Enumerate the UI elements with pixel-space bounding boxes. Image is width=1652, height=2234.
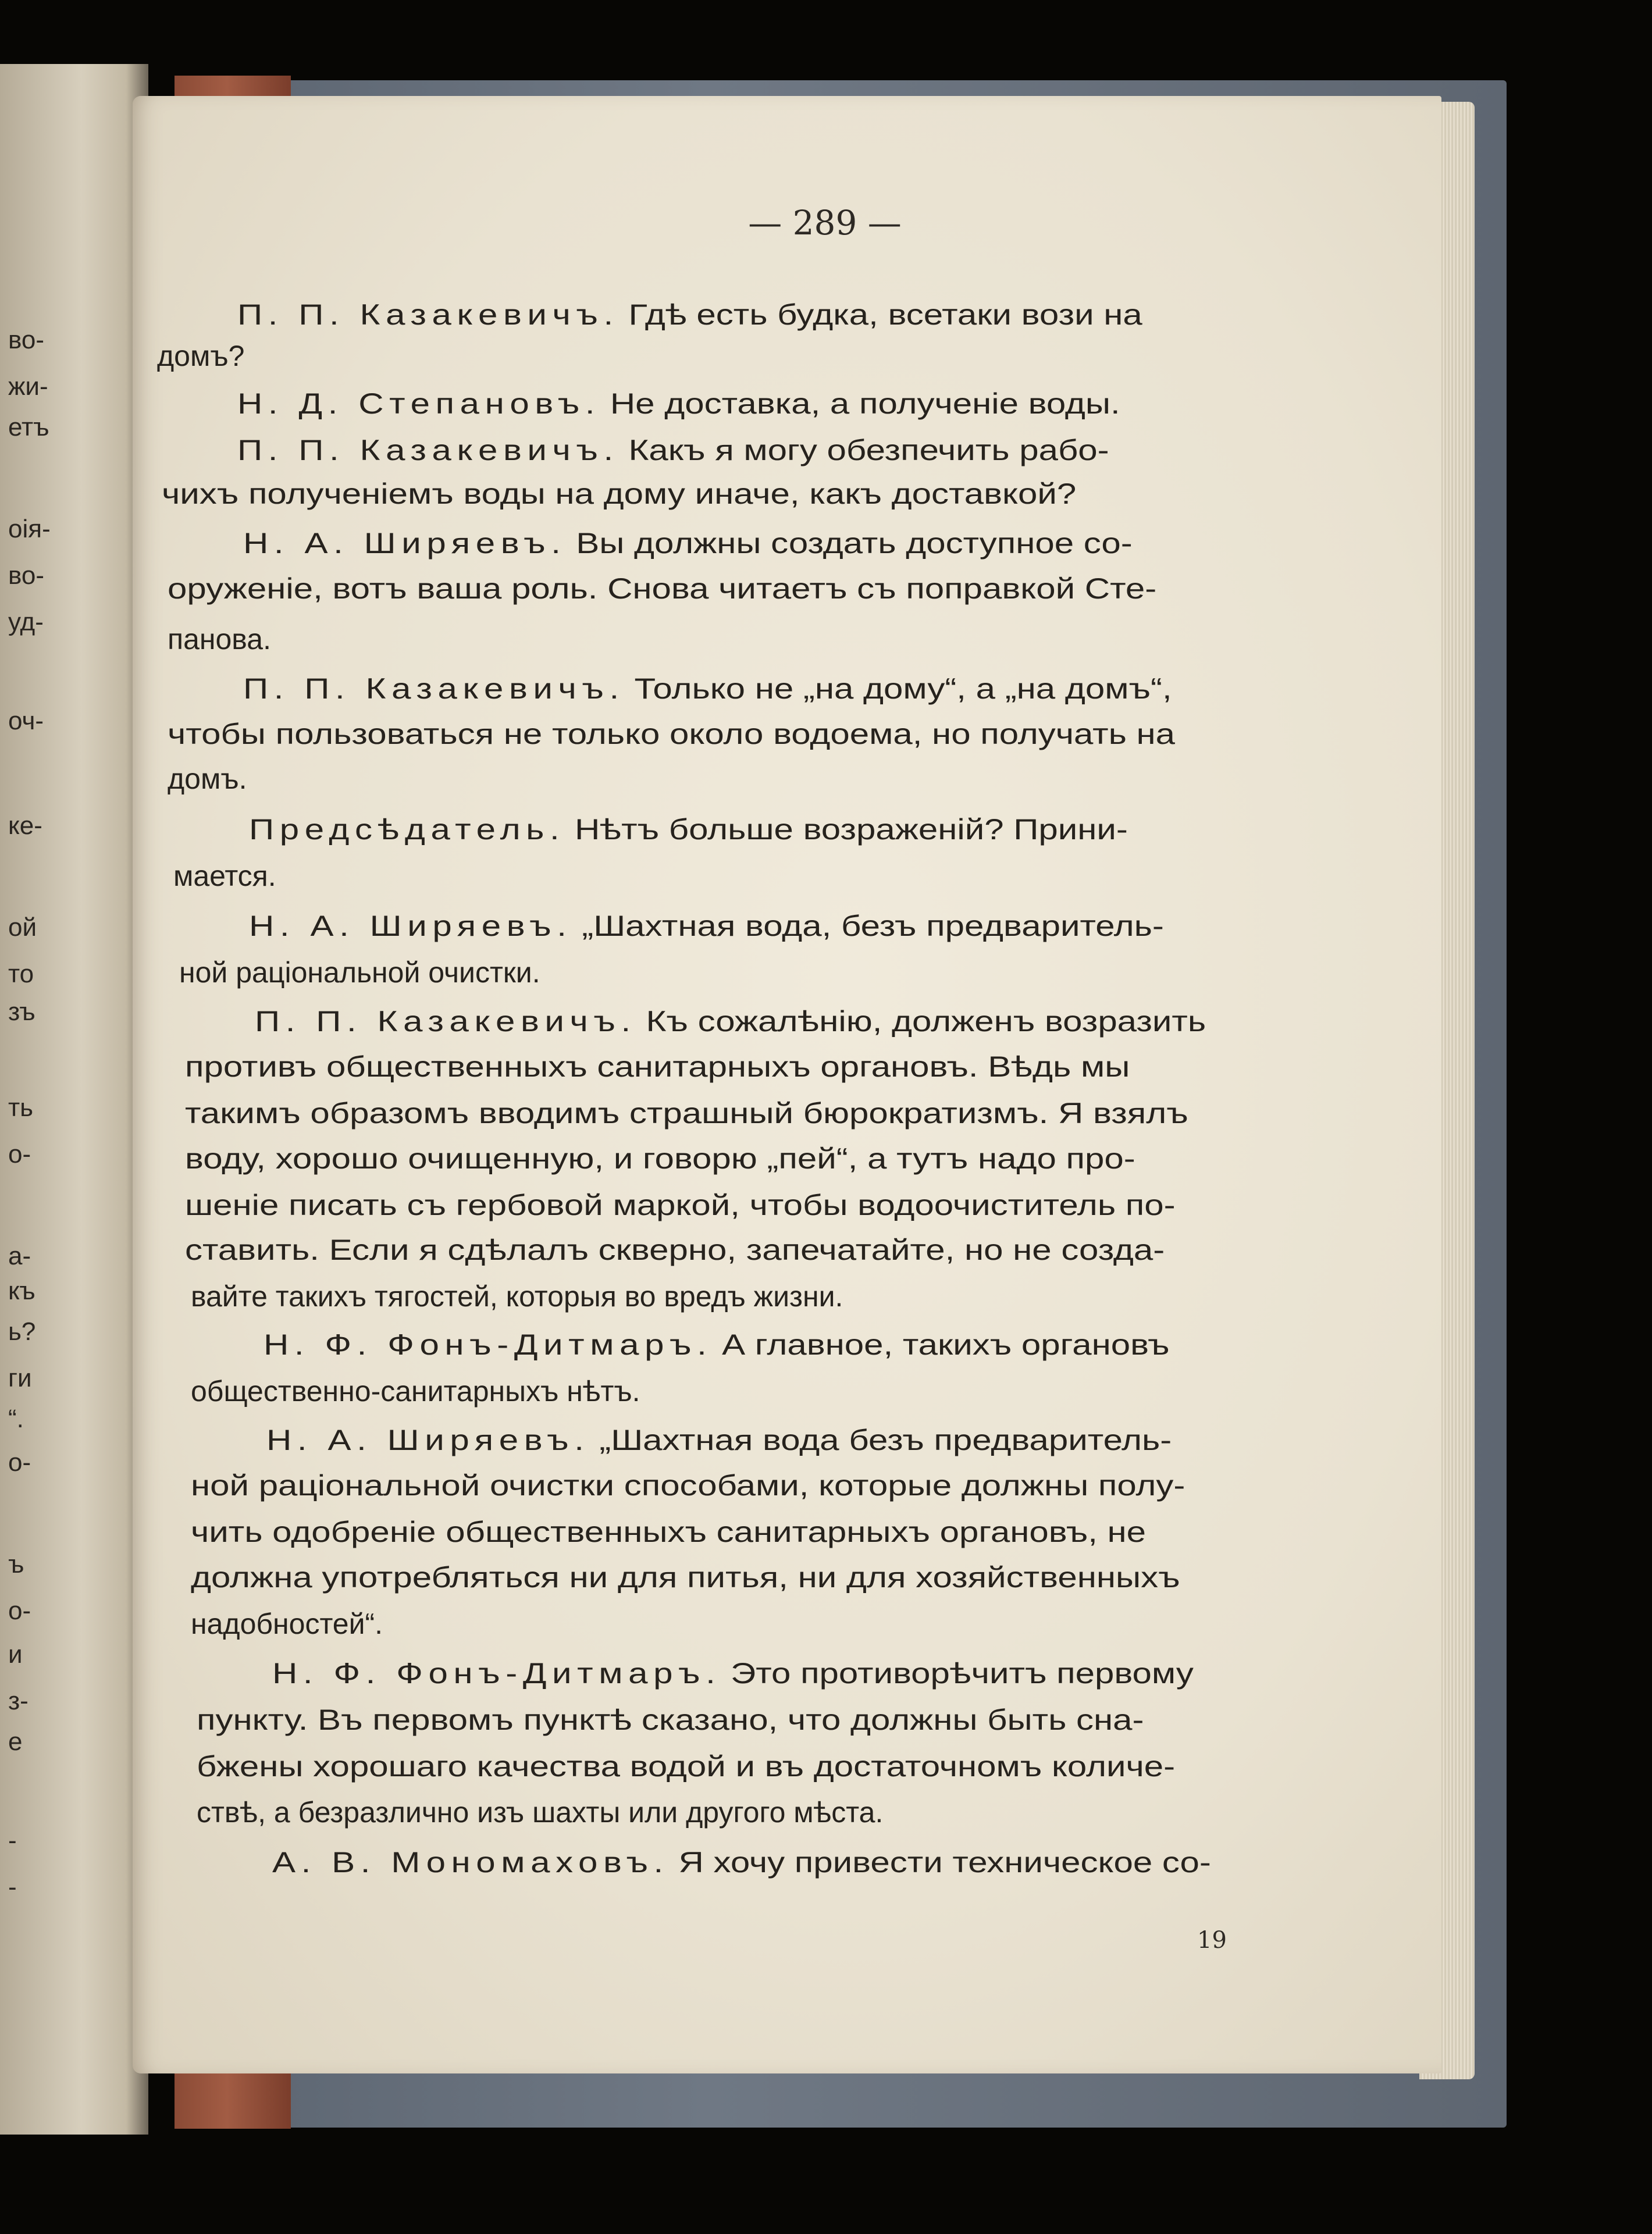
- text-line: [249, 909, 1164, 943]
- line-text: Не доставка, а полученіе воды.: [600, 387, 1120, 420]
- text-line: [168, 572, 1156, 605]
- line-text: надобностей“.: [191, 1608, 383, 1640]
- line-text: противъ общественныхъ санитарныхъ органовъ. Вѣдь мы: [185, 1050, 1130, 1083]
- left-page-text-fragment: къ: [8, 1277, 35, 1305]
- left-page-text-fragment: то: [8, 960, 34, 988]
- left-page-text-fragment: о-: [8, 1140, 31, 1168]
- left-page-text-fragment: ь?: [8, 1317, 36, 1346]
- text-line: [237, 433, 1109, 467]
- left-page-text-fragment: з-: [8, 1687, 29, 1715]
- left-facing-page: [0, 64, 148, 2135]
- text-line: [179, 956, 540, 989]
- text-line: [191, 1560, 1180, 1594]
- left-page-text-fragment: а-: [8, 1242, 31, 1270]
- text-line: [249, 813, 1128, 846]
- line-text: Гдѣ есть будка, всетаки вози на: [618, 298, 1142, 331]
- left-page-text-fragment: о-: [8, 1448, 31, 1477]
- text-line: [255, 1004, 1206, 1038]
- text-line: [191, 1469, 1185, 1502]
- left-page-text-fragment: -: [8, 1826, 17, 1855]
- text-line: [168, 622, 271, 656]
- line-text: бжены хорошаго качества водой и въ достаточномъ количе-: [197, 1750, 1176, 1783]
- line-text: Какъ я могу обезпечить рабо-: [618, 434, 1109, 466]
- line-text: панова.: [168, 623, 272, 655]
- line-text: общественно-санитарныхъ нѣтъ.: [191, 1375, 640, 1408]
- line-text: воду, хорошо очищенную, и говорю „пей“, а тутъ надо про-: [185, 1142, 1135, 1175]
- line-text: Это противорѣчитъ первому: [721, 1657, 1194, 1690]
- text-line: [191, 1280, 843, 1313]
- text-line: [237, 387, 1120, 421]
- text-line: [197, 1795, 883, 1829]
- left-page-text-fragment: оч-: [8, 707, 44, 735]
- speaker-name: П. П. Казакевичъ.: [243, 672, 625, 705]
- speaker-name: Н. Д. Степановъ.: [237, 387, 601, 420]
- speaker-name: А. В. Мономаховъ.: [272, 1846, 669, 1879]
- text-line: [185, 1142, 1135, 1175]
- left-page-text-fragment: ке-: [8, 811, 42, 840]
- line-text: такимъ образомъ вводимъ страшный бюрократизмъ. Я взялъ: [185, 1097, 1188, 1130]
- speaker-name: Предсѣдатель.: [249, 813, 565, 846]
- speaker-name: П. П. Казакевичъ.: [255, 1005, 636, 1038]
- line-text: А главное, такихъ органовъ: [712, 1328, 1170, 1361]
- page-number: — 289 —: [748, 203, 902, 243]
- text-line: [168, 762, 247, 796]
- left-page-text-fragment: етъ: [8, 413, 49, 441]
- left-page-text-fragment: ъ: [8, 1550, 24, 1579]
- speaker-name: П. П. Казакевичъ.: [237, 434, 619, 466]
- text-line: [264, 1328, 1170, 1362]
- line-text: „Шахтная вода, безъ предваритель-: [572, 910, 1164, 942]
- left-page-text-fragment: -: [8, 1873, 17, 1901]
- left-page-text-fragment: во-: [8, 326, 45, 354]
- text-line: [173, 859, 276, 893]
- line-text: чить одобреніе общественныхъ санитарныхъ органовъ, не: [191, 1516, 1147, 1548]
- text-line: [185, 1050, 1130, 1084]
- left-page-text-fragment: и: [8, 1640, 23, 1669]
- text-line: [197, 1703, 1144, 1737]
- left-page-text-fragment: уд-: [8, 608, 44, 636]
- text-line: [243, 526, 1133, 560]
- left-page-text-fragment: е: [8, 1727, 23, 1756]
- left-page-text-fragment: зъ: [8, 997, 35, 1026]
- line-text: ной раціональной очистки.: [179, 956, 540, 989]
- text-line: [272, 1845, 1211, 1879]
- line-text: ной раціональной очистки способами, которые должны полу-: [191, 1469, 1185, 1502]
- text-line: [272, 1656, 1194, 1690]
- line-text: ствѣ, а безразлично изъ шахты или другого мѣста.: [197, 1796, 884, 1829]
- line-text: Только не „на дому“, а „на домъ“,: [624, 672, 1172, 705]
- text-line: [266, 1423, 1172, 1457]
- line-text: чтобы пользоваться не только около водоема, но получать на: [168, 718, 1176, 750]
- speaker-name: Н. Ф. Фонъ-Дитмаръ.: [264, 1328, 713, 1361]
- line-text: Къ сожалѣнію, долженъ возразить: [636, 1005, 1206, 1038]
- line-text: ставить. Если я сдѣлалъ скверно, запечатайте, но не созда-: [185, 1234, 1165, 1266]
- line-text: домъ?: [157, 340, 245, 372]
- line-text: должна употребляться ни для питья, ни для хозяйственныхъ: [191, 1561, 1180, 1594]
- speaker-name: П. П. Казакевичъ.: [237, 298, 619, 331]
- left-page-text-fragment: “.: [8, 1405, 24, 1433]
- text-line: [157, 339, 244, 373]
- left-page-text-fragment: ги: [8, 1364, 32, 1392]
- speaker-name: Н. А. Ширяевъ.: [266, 1424, 590, 1456]
- left-page-text-fragment: оія-: [8, 515, 51, 543]
- speaker-name: Н. А. Ширяевъ.: [249, 910, 572, 942]
- line-text: шеніе писать съ гербовой маркой, чтобы водоочиститель по-: [185, 1189, 1176, 1221]
- line-text: Вы должны создать доступное со-: [566, 527, 1133, 560]
- left-page-text-fragment: ой: [8, 913, 37, 942]
- left-page-text-fragment: жи-: [8, 372, 48, 401]
- line-text: чихъ полученіемъ воды на дому иначе, какъ доставкой?: [162, 478, 1077, 510]
- left-page-text-fragment: ть: [8, 1093, 34, 1122]
- text-line: [197, 1750, 1175, 1783]
- line-text: мается.: [173, 860, 276, 892]
- line-text: пункту. Въ первомъ пунктѣ сказано, что должны быть сна-: [197, 1704, 1144, 1736]
- text-line: [168, 717, 1175, 751]
- text-line: [185, 1233, 1165, 1267]
- speaker-name: Н. Ф. Фонъ-Дитмаръ.: [272, 1657, 721, 1690]
- line-text: „Шахтная вода безъ предваритель-: [589, 1424, 1172, 1456]
- book-page: [133, 96, 1441, 2073]
- line-text: Я хочу привести техническое со-: [668, 1846, 1211, 1879]
- line-text: домъ.: [168, 763, 247, 795]
- line-text: вайте такихъ тягостей, которыя во вредъ жизни.: [191, 1280, 843, 1313]
- left-page-text-fragment: во-: [8, 561, 45, 590]
- text-line: [162, 477, 1076, 511]
- speaker-name: Н. А. Ширяевъ.: [243, 527, 567, 560]
- signature-mark: 19: [1197, 1927, 1227, 1954]
- text-line: [237, 298, 1142, 332]
- text-line: [185, 1188, 1176, 1222]
- text-line: [185, 1096, 1188, 1130]
- line-text: Нѣтъ больше возраженій? Прини-: [565, 813, 1128, 846]
- text-line: [191, 1374, 640, 1408]
- text-line: [243, 672, 1172, 706]
- line-text: оруженіе, вотъ ваша роль. Снова читаетъ съ поправкой Сте-: [168, 572, 1157, 605]
- left-page-text-fragment: о-: [8, 1597, 31, 1625]
- text-line: [191, 1515, 1146, 1549]
- text-line: [191, 1607, 383, 1641]
